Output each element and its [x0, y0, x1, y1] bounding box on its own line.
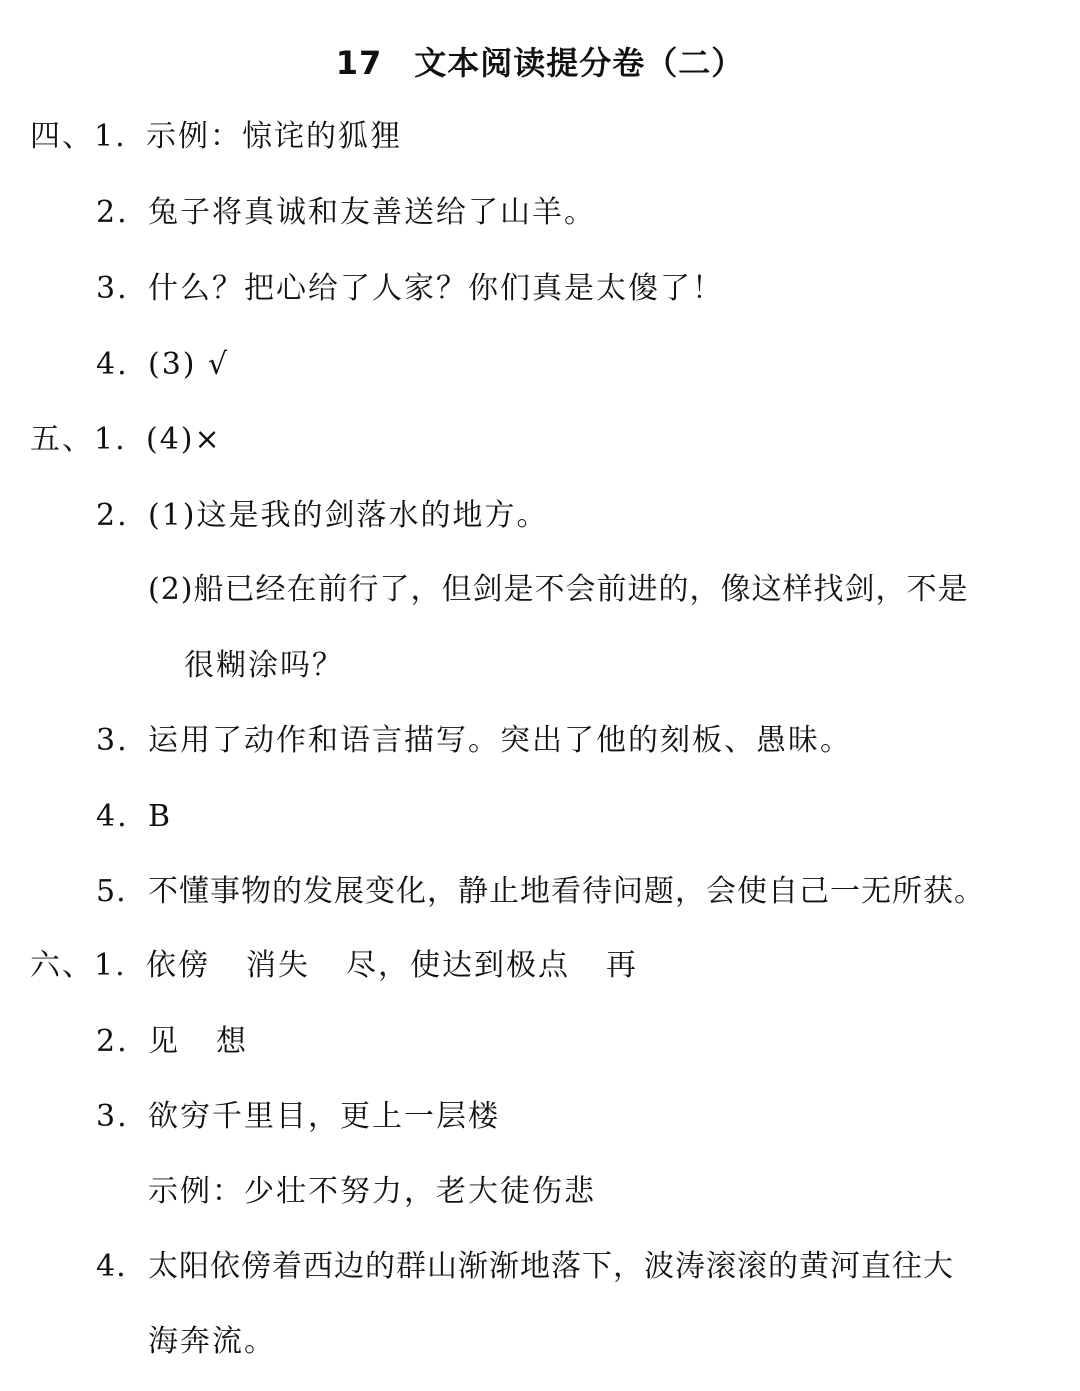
question-number: 2.: [96, 1024, 129, 1059]
answer-line: [96, 1247, 954, 1287]
section-label: 五、: [30, 422, 94, 457]
question-number: 5.: [96, 874, 127, 909]
question-number: 1.: [94, 119, 127, 154]
answer-line: [96, 496, 549, 536]
answer-text: 太阳依傍着西边的群山渐渐地落下，波涛滚滚的黄河直往大: [148, 1249, 954, 1284]
section-label: 六、: [30, 948, 94, 983]
page-title: [0, 38, 1080, 88]
answer-line: [148, 1322, 276, 1362]
answer-text: (1)这是我的剑落水的地方。: [148, 498, 549, 533]
answer-text: (2)船已经在前行了，但剑是不会前进的，像这样找剑，不是: [148, 572, 969, 607]
answer-line: [96, 797, 172, 837]
answer-line: [96, 721, 852, 761]
question-number: 1.: [94, 422, 127, 457]
answer-text: (4)×: [146, 422, 222, 457]
question-number: 4.: [96, 1249, 127, 1284]
title-text: 文本阅读提分卷（二）: [414, 44, 745, 82]
answer-text: 运用了动作和语言描写。突出了他的刻板、愚昧。: [148, 723, 852, 758]
answer-part: 再: [606, 948, 638, 983]
answer-text: 兔子将真诚和友善送给了山羊。: [148, 195, 596, 230]
answer-line: [96, 193, 596, 233]
answer-text: 示例：少壮不努力，老大徒伤悲: [148, 1174, 596, 1209]
answer-text: B: [148, 799, 173, 834]
answer-line: [148, 1172, 596, 1212]
answer-line: [184, 646, 344, 686]
answer-part: 依傍: [146, 948, 210, 983]
answer-line: [96, 872, 985, 912]
question-number: 3.: [96, 1099, 129, 1134]
answer-text: 很糊涂吗？: [184, 648, 344, 683]
answer-line: [96, 269, 724, 309]
question-number: 4.: [96, 347, 129, 382]
answer-text: 海奔流。: [148, 1324, 276, 1359]
answer-part: 尽，使达到极点: [346, 948, 570, 983]
answer-line: [148, 570, 969, 610]
answer-text: 示例：惊诧的狐狸: [146, 119, 402, 154]
question-number: 2.: [96, 195, 129, 230]
answer-part: 想: [216, 1024, 248, 1059]
answer-line: [30, 946, 638, 986]
answer-text: 不懂事物的发展变化，静止地看待问题，会使自己一无所获。: [148, 874, 985, 909]
answer-line: [96, 1022, 248, 1062]
answer-text: (3) √: [148, 347, 230, 382]
question-number: 2.: [96, 498, 129, 533]
answer-part: 见: [148, 1024, 180, 1059]
question-number: 3.: [96, 723, 129, 758]
answer-line: [96, 1097, 500, 1137]
answer-line: [96, 345, 229, 385]
answer-line: [30, 117, 402, 157]
question-number: 3.: [96, 271, 129, 306]
question-number: 4.: [96, 799, 129, 834]
title-number: 17: [335, 44, 383, 82]
answer-text: 欲穷千里目，更上一层楼: [148, 1099, 500, 1134]
section-label: 四、: [30, 119, 94, 154]
answer-part: 消失: [246, 948, 310, 983]
answer-line: [30, 420, 222, 460]
answer-text: 什么？把心给了人家？你们真是太傻了！: [148, 271, 724, 306]
question-number: 1.: [94, 948, 127, 983]
